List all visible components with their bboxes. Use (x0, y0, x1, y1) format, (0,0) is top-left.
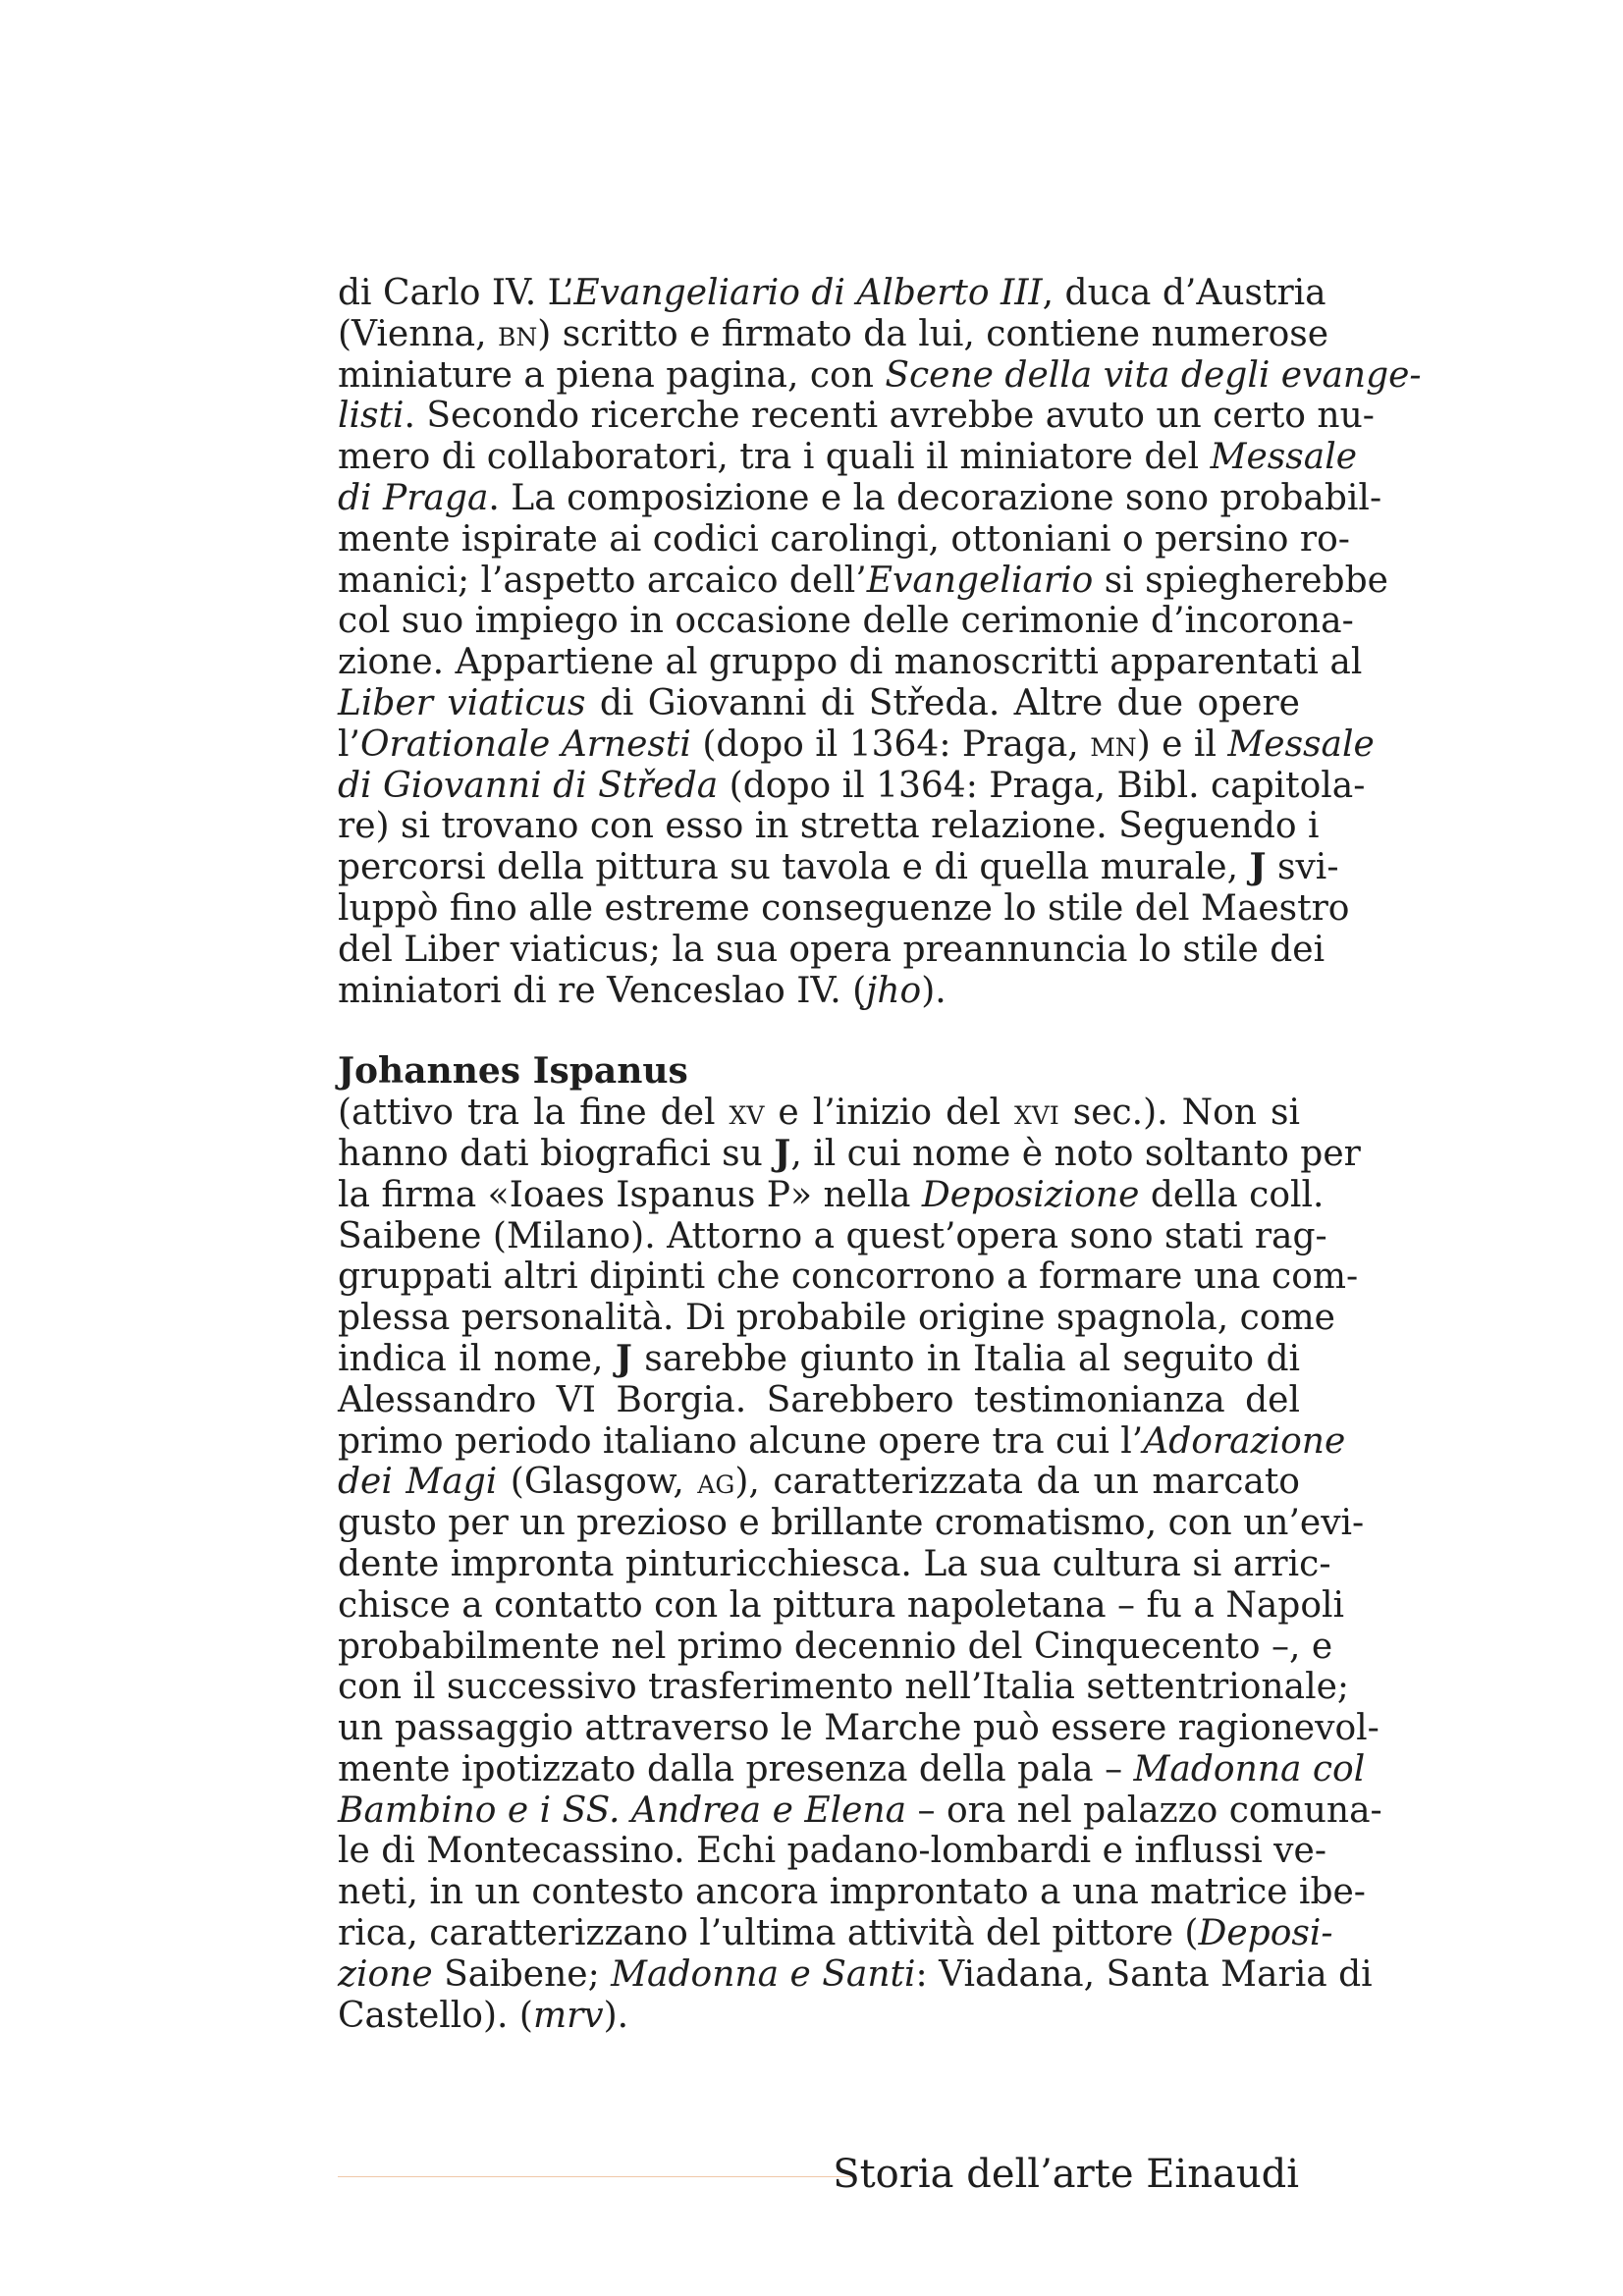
text-line: gusto per un prezioso e brillante cromatismo, con un’evi- (338, 1503, 1365, 1544)
text-line: Castello). (mrv). (338, 1995, 629, 2036)
text-line: Alessandro VI Borgia. Sarebbero testimonianza del (338, 1379, 1300, 1420)
text-line: Saibene (Milano). Attorno a quest’opera sono stati rag- (338, 1215, 1327, 1256)
entry-body (338, 1093, 1382, 2036)
text-line: del Liber viaticus; la sua opera preannuncia lo stile dei (338, 929, 1325, 970)
text-line: la firma «Ioaes Ispanus P» nella Deposizione della coll. (338, 1174, 1325, 1215)
footer-title: Storia dell’arte Einaudi (833, 2152, 1299, 2197)
text-line: un passaggio attraverso le Marche può essere ragionevol- (338, 1708, 1380, 1749)
text-line: zione Saibene; Madonna e Santi: Viadana, Santa Maria di (338, 1953, 1373, 1995)
text-line: Liber viaticus di Giovanni di Středa. Altre due opere (338, 682, 1300, 723)
text-line: con il successivo trasferimento nell’Italia settentrionale; (338, 1667, 1350, 1708)
text-line: Bambino e i SS. Andrea e Elena – ora nel palazzo comuna- (338, 1789, 1382, 1831)
text-line: neti, in un contesto ancora improntato a una matrice ibe- (338, 1872, 1366, 1913)
text-line: plessa personalità. Di probabile origine spagnola, come (338, 1298, 1335, 1339)
text-line: mente ispirate ai codici carolingi, ottoniani o persino ro- (338, 518, 1350, 560)
text-line: primo periodo italiano alcune opere tra cui l’Adorazione (338, 1420, 1346, 1462)
text-line: dente impronta pinturicchiesca. La sua cultura si arric- (338, 1543, 1331, 1584)
text-line: percorsi della pittura su tavola e di quella murale, J svi- (338, 846, 1339, 888)
text-line: di Carlo IV. L’Evangeliario di Alberto III, duca d’Austria (338, 273, 1326, 313)
text-line: col suo impiego in occasione delle cerimonie d’incorona- (338, 601, 1354, 642)
text-line: chisce a contatto con la pittura napoletana – fu a Napoli (338, 1584, 1345, 1626)
text-line: mero di collaboratori, tra i quali il miniatore del Messale (338, 437, 1358, 478)
text-line: listi. Secondo ricerche recenti avrebbe avuto un certo nu- (338, 396, 1375, 437)
text-line: l’Orationale Arnesti (dopo il 1364: Praga, mn) e il Messale (338, 723, 1375, 765)
text-line: di Praga. La composizione e la decorazione sono probabil- (338, 477, 1382, 518)
text-line: re) si trovano con esso in stretta relazione. Seguendo i (338, 806, 1320, 847)
text-line: luppò fino alle estreme conseguenze lo stile del Maestro (338, 887, 1350, 929)
text-line: indica il nome, J sarebbe giunto in Italia al seguito di (338, 1337, 1301, 1379)
text-line: miniature a piena pagina, con Scene della vita degli evange- (338, 354, 1422, 396)
text-line: zione. Appartiene al gruppo di manoscritti apparentati al (338, 642, 1363, 683)
text-line: mente ipotizzato dalla presenza della pala – Madonna col (338, 1748, 1366, 1789)
footer-rule (338, 2176, 856, 2177)
text-line: (attivo tra la fine del xv e l’inizio del xvi sec.). Non si (338, 1093, 1300, 1134)
text-line: gruppati altri dipinti che concorrono a formare una com- (338, 1256, 1359, 1298)
text-line: (Vienna, bn) scritto e firmato da lui, contiene numerose (338, 313, 1329, 354)
text-line: miniatori di re Venceslao IV. (jho). (338, 970, 947, 1011)
page-body (338, 273, 1422, 2036)
text-line: hanno dati biografici su J, il cui nome è noto soltanto per (338, 1132, 1361, 1174)
text-line: di Giovanni di Středa (dopo il 1364: Praga, Bibl. capitola- (338, 765, 1366, 806)
text-line: le di Montecassino. Echi padano-lombardi e influssi ve- (338, 1831, 1326, 1872)
text-line: rica, caratterizzano l’ultima attività del pittore (Deposi- (338, 1913, 1333, 1954)
entry-continuation (338, 273, 1422, 1011)
text-line: probabilmente nel primo decennio del Cinquecento –, e (338, 1626, 1333, 1667)
text-line: manici; l’aspetto arcaico dell’Evangeliario si spiegherebbe (338, 560, 1388, 601)
text-line: dei Magi (Glasgow, ag), caratterizzata da un marcato (338, 1462, 1300, 1503)
entry-heading: Johannes Ispanus (338, 1050, 688, 1093)
